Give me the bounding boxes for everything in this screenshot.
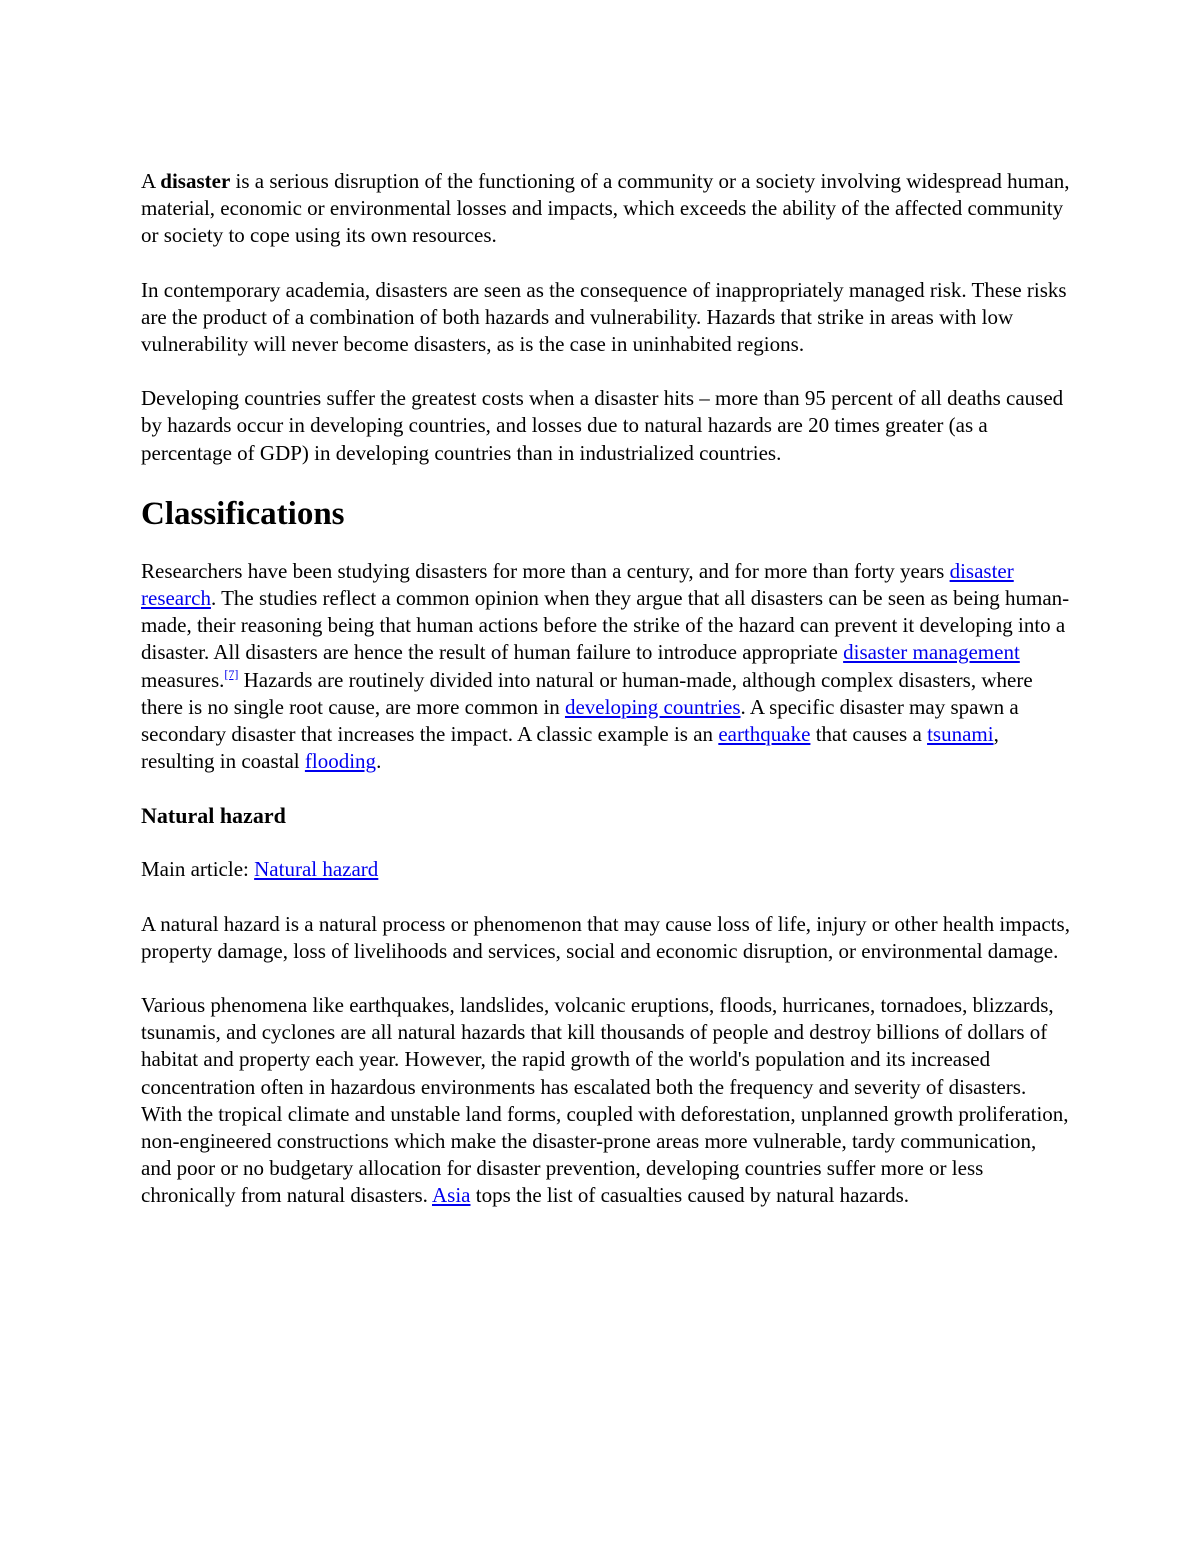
- intro-paragraph-definition: [141, 168, 1071, 250]
- link-natural-hazard[interactable]: Natural hazard: [254, 857, 379, 882]
- text-run: Hazards are routinely divided into natural or human-made, although complex disasters, where there is no single root cause, are more common in: [141, 667, 1033, 719]
- text-run: Various phenomena like earthquakes, landslides, volcanic eruptions, floods, hurricanes, tornadoes, blizzards, tsunamis, and cyclones are all natural hazards that kill thousands of people and destroy billions of dollars of habitat and property each year. However, the rapid growth of the world's population and its increased concentration often in hazardous environments has escalated both the frequency and severity of disasters. With the tropical climate and unstable land forms, coupled with deforestation, unplanned growth proliferation, non-engineered constructions which make the disaster-prone areas more vulnerable, tardy communication, and poor or no budgetary allocation for disaster prevention, developing countries suffer more or less chronically from natural disasters.: [141, 993, 1069, 1208]
- natural-hazard-phenomena: [141, 992, 1071, 1210]
- intro-text-rest: is a serious disruption of the functioning of a community or a society involving widespread human, material, economic or environmental losses and impacts, which exceeds the ability of the affected community or society to cope using its own resources.: [141, 169, 1070, 248]
- text-run: Researchers have been studying disasters for more than a century, and for more than forty years: [141, 558, 950, 583]
- disaster-term: disaster: [160, 169, 231, 193]
- text-run: . A specific disaster may spawn a secondary disaster that increases the impact. A classic example is an: [141, 694, 1019, 747]
- text-run: tops the list of casualties caused by natural hazards.: [470, 1183, 910, 1208]
- intro-paragraph-academia: In contemporary academia, disasters are seen as the consequence of inappropriately managed risk. These risks are the product of a combination of both hazards and vulnerability. Hazards that strike in areas with low vulnerability will never become disasters, as is the case in uninhabited regions.: [141, 277, 1067, 357]
- classifications-heading: Classifications: [141, 495, 345, 532]
- intro-text-a: A: [141, 169, 161, 193]
- document-page: [141, 168, 1071, 1237]
- natural-hazard-definition: A natural hazard is a natural process or phenomenon that may cause loss of life, injury or other health impacts, property damage, loss of livelihoods and services, social and economic disruption, or environmental damage.: [141, 911, 1070, 963]
- text-run: measures.: [141, 667, 225, 692]
- main-article-prefix: Main article:: [141, 857, 255, 882]
- classifications-paragraph: [141, 558, 1071, 776]
- link-disaster-research[interactable]: disaster research: [141, 558, 1014, 611]
- link-disaster-management[interactable]: disaster management: [843, 640, 1020, 665]
- link-tsunami[interactable]: tsunami: [927, 722, 994, 747]
- link-developing-countries[interactable]: developing countries: [564, 694, 741, 719]
- citation-link[interactable]: [7]: [224, 666, 239, 681]
- intro-paragraph-developing: Developing countries suffer the greatest costs when a disaster hits – more than 95 percent of all deaths caused by hazards occur in developing countries, and losses due to natural hazards are 20 times greater (as a percentage of GDP) in developing countries than in industrialized countries.: [141, 386, 1064, 465]
- text-run: that causes a: [810, 722, 928, 747]
- link-earthquake[interactable]: earthquake: [718, 722, 811, 747]
- link-flooding[interactable]: flooding: [304, 749, 377, 774]
- text-run: , resulting in coastal: [141, 722, 999, 774]
- text-run: .: [376, 749, 382, 774]
- link-asia[interactable]: Asia: [432, 1183, 471, 1208]
- natural-hazard-heading: Natural hazard: [141, 803, 286, 829]
- main-article-note: [141, 856, 1071, 883]
- text-run: . The studies reflect a common opinion when they argue that all disasters can be seen as being human-made, their reasoning being that human actions before the strike of the hazard can prevent it developing into a disaster. All disasters are hence the result of human failure to introduce appropriate: [141, 586, 1070, 665]
